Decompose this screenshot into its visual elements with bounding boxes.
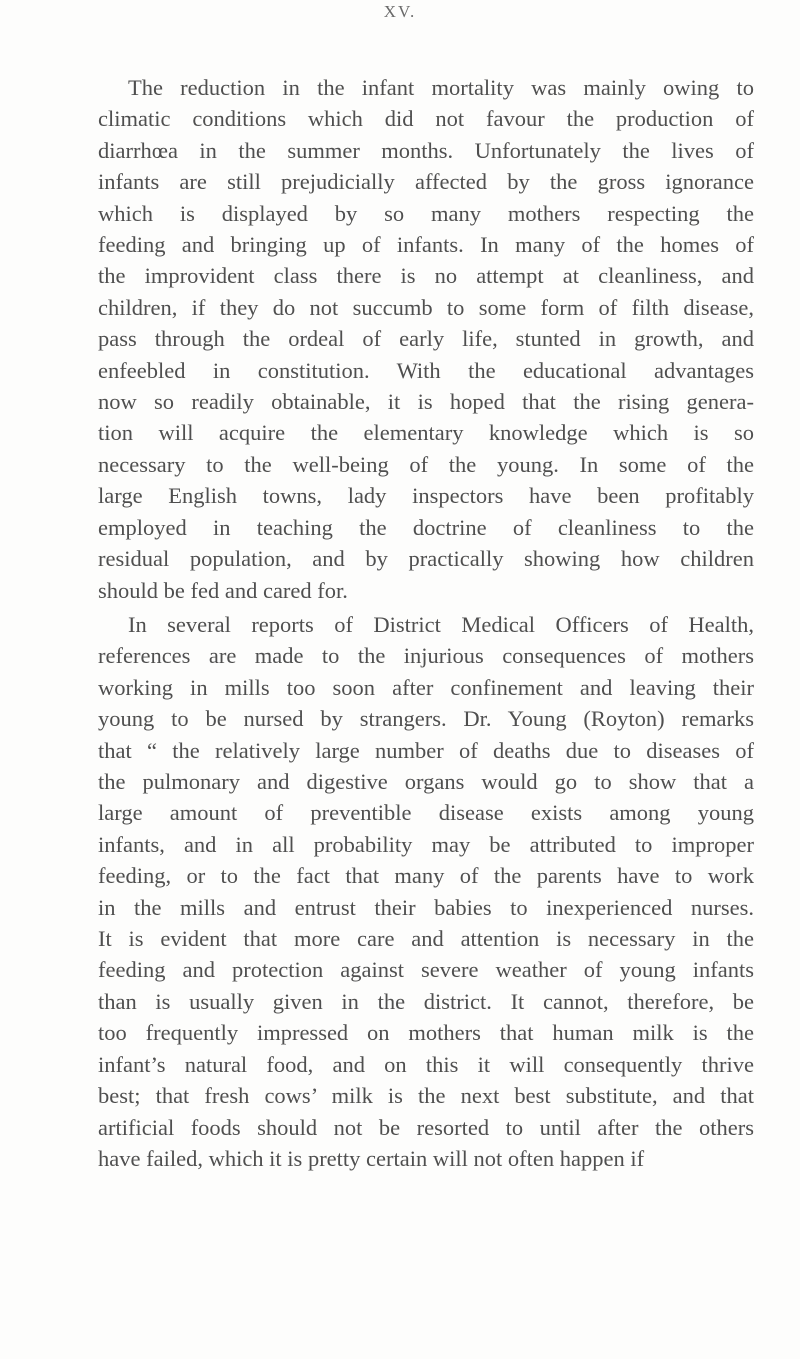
text-line: working in mills too soon after confinement and leaving their bbox=[98, 674, 754, 700]
text-line: than is usually given in the district. It cannot, therefore, be bbox=[98, 988, 754, 1014]
text-line: tion will acquire the elementary knowledge which is so bbox=[98, 420, 754, 446]
text-line: It is evident that more care and attention is necessary in the bbox=[98, 926, 754, 952]
text-line: diarrhœa in the summer months. Unfortunately the lives of bbox=[98, 137, 754, 163]
page-number: XV. bbox=[383, 2, 417, 21]
text-line: that “ the relatively large number of deaths due to diseases of bbox=[98, 737, 754, 763]
text-line: infant’s natural food, and on this it will consequently thrive bbox=[98, 1051, 754, 1077]
text-line: in the mills and entrust their babies to inexperienced nurses. bbox=[98, 894, 754, 920]
text-line: feeding and protection against severe weather of young infants bbox=[98, 957, 754, 983]
text-line: large amount of preventible disease exists among young bbox=[98, 800, 754, 826]
text-line: have failed, which it is pretty certain will not often happen if bbox=[98, 1145, 645, 1171]
text-line: the pulmonary and digestive organs would go to show that a bbox=[98, 769, 754, 795]
text-line: climatic conditions which did not favour the production of bbox=[98, 106, 754, 132]
text-line: large English towns, lady inspectors have been profitably bbox=[98, 483, 754, 509]
text-line: which is displayed by so many mothers respecting the bbox=[98, 200, 754, 226]
text-line: the improvident class there is no attempt at cleanliness, and bbox=[98, 263, 754, 289]
text-line: feeding, or to the fact that many of the parents have to work bbox=[98, 863, 754, 889]
text-line: In several reports of District Medical Officers of Health, bbox=[128, 612, 754, 637]
text-line: infants are still prejudicially affected by the gross ignorance bbox=[98, 169, 754, 195]
text-line: employed in teaching the doctrine of cleanliness to the bbox=[98, 514, 754, 540]
text-line: artificial foods should not be resorted to until after the others bbox=[98, 1114, 754, 1140]
text-line: best; that fresh cows’ milk is the next best substitute, and that bbox=[98, 1083, 754, 1109]
text-line: young to be nursed by strangers. Dr. Young (Royton) remarks bbox=[98, 706, 754, 732]
paragraph-medical-officers bbox=[98, 609, 754, 1174]
text-line: infants, and in all probability may be attributed to improper bbox=[98, 831, 754, 857]
text-line: necessary to the well-being of the young. In some of the bbox=[98, 451, 754, 477]
text-line: feeding and bringing up of infants. In many of the homes of bbox=[98, 232, 754, 258]
text-line: The reduction in the infant mortality was mainly owing to bbox=[128, 75, 754, 100]
text-line: pass through the ordeal of early life, stunted in growth, and bbox=[98, 326, 754, 352]
text-line: should be fed and cared for. bbox=[98, 577, 348, 603]
text-line: children, if they do not succumb to some form of filth disease, bbox=[98, 294, 754, 320]
text-line: references are made to the injurious consequences of mothers bbox=[98, 643, 754, 669]
text-line: enfeebled in constitution. With the educational advantages bbox=[98, 357, 754, 383]
text-line: now so readily obtainable, it is hoped that the rising genera- bbox=[98, 389, 754, 415]
paragraph-infant-mortality bbox=[98, 72, 754, 606]
text-line: too frequently impressed on mothers that human milk is the bbox=[98, 1020, 754, 1046]
text-line: residual population, and by practically showing how children bbox=[98, 546, 754, 572]
